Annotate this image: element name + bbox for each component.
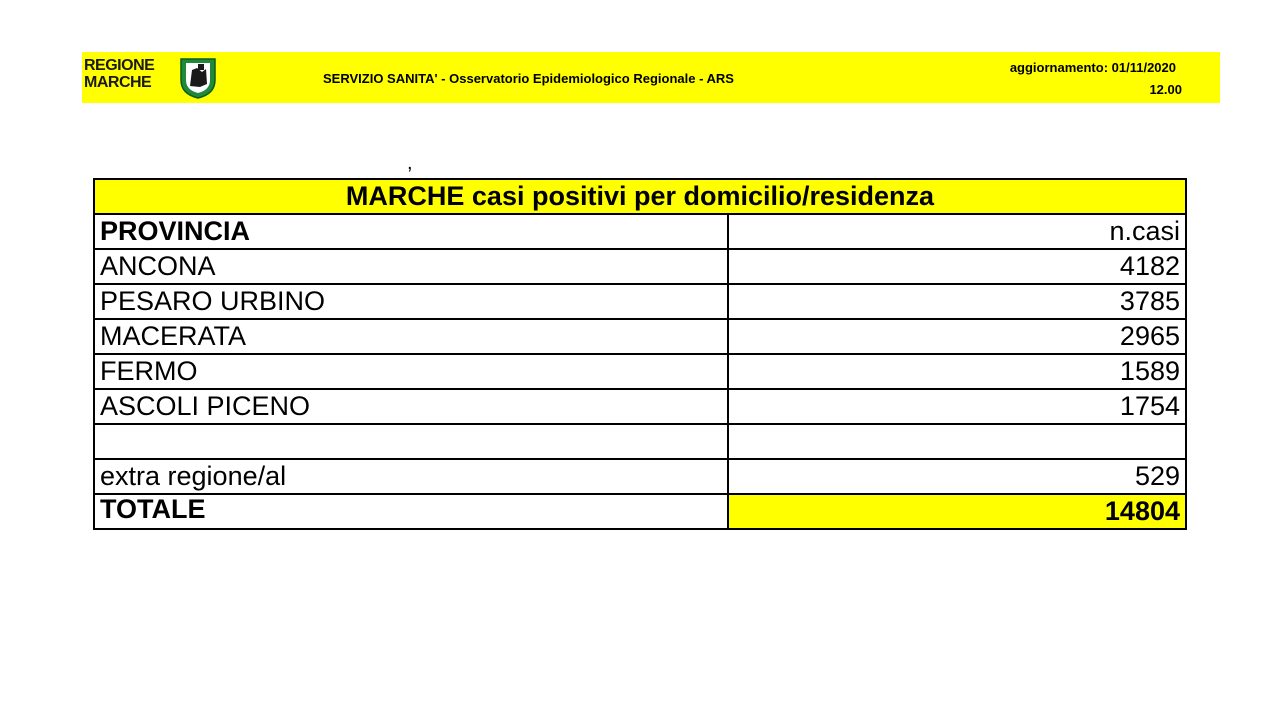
stray-comma: , xyxy=(407,152,413,174)
cases-cell: 1589 xyxy=(728,354,1186,389)
province-cell: FERMO xyxy=(94,354,728,389)
logo-line-1: REGIONE xyxy=(84,57,155,74)
province-cell xyxy=(94,424,728,459)
table-title-row xyxy=(94,179,1186,214)
column-header-province: PROVINCIA xyxy=(94,214,728,249)
update-date-label: aggiornamento: 01/11/2020 xyxy=(1009,60,1176,75)
province-cell: MACERATA xyxy=(94,319,728,354)
cases-cell: 1754 xyxy=(728,389,1186,424)
table-title: MARCHE casi positivi per domicilio/residenza xyxy=(94,179,1186,214)
cases-table xyxy=(93,178,1187,530)
table-row-empty xyxy=(94,424,1186,459)
header-band xyxy=(82,52,1220,103)
total-label: TOTALE xyxy=(94,494,728,529)
regione-marche-logo xyxy=(84,56,224,100)
table-row xyxy=(94,319,1186,354)
cases-cell: 529 xyxy=(728,459,1186,494)
cases-cell: 3785 xyxy=(728,284,1186,319)
column-header-cases: n.casi xyxy=(728,214,1186,249)
table-row xyxy=(94,459,1186,494)
province-cell: PESARO URBINO xyxy=(94,284,728,319)
total-row xyxy=(94,494,1186,529)
province-cell: ASCOLI PICENO xyxy=(94,389,728,424)
logo-text xyxy=(84,57,154,91)
total-value: 14804 xyxy=(728,494,1186,529)
province-cell: extra regione/al xyxy=(94,459,728,494)
cases-cell: 4182 xyxy=(728,249,1186,284)
table-row xyxy=(94,284,1186,319)
table-row xyxy=(94,354,1186,389)
table-row xyxy=(94,249,1186,284)
table-header-row xyxy=(94,214,1186,249)
cases-cell: 2965 xyxy=(728,319,1186,354)
logo-line-2: MARCHE xyxy=(84,74,152,91)
cases-cell xyxy=(728,424,1186,459)
update-time: 12.00 xyxy=(1149,82,1182,97)
regione-marche-emblem-icon xyxy=(178,56,218,100)
table-row xyxy=(94,389,1186,424)
province-cell: ANCONA xyxy=(94,249,728,284)
header-title: SERVIZIO SANITA' - Osservatorio Epidemiologico Regionale - ARS xyxy=(323,71,734,86)
